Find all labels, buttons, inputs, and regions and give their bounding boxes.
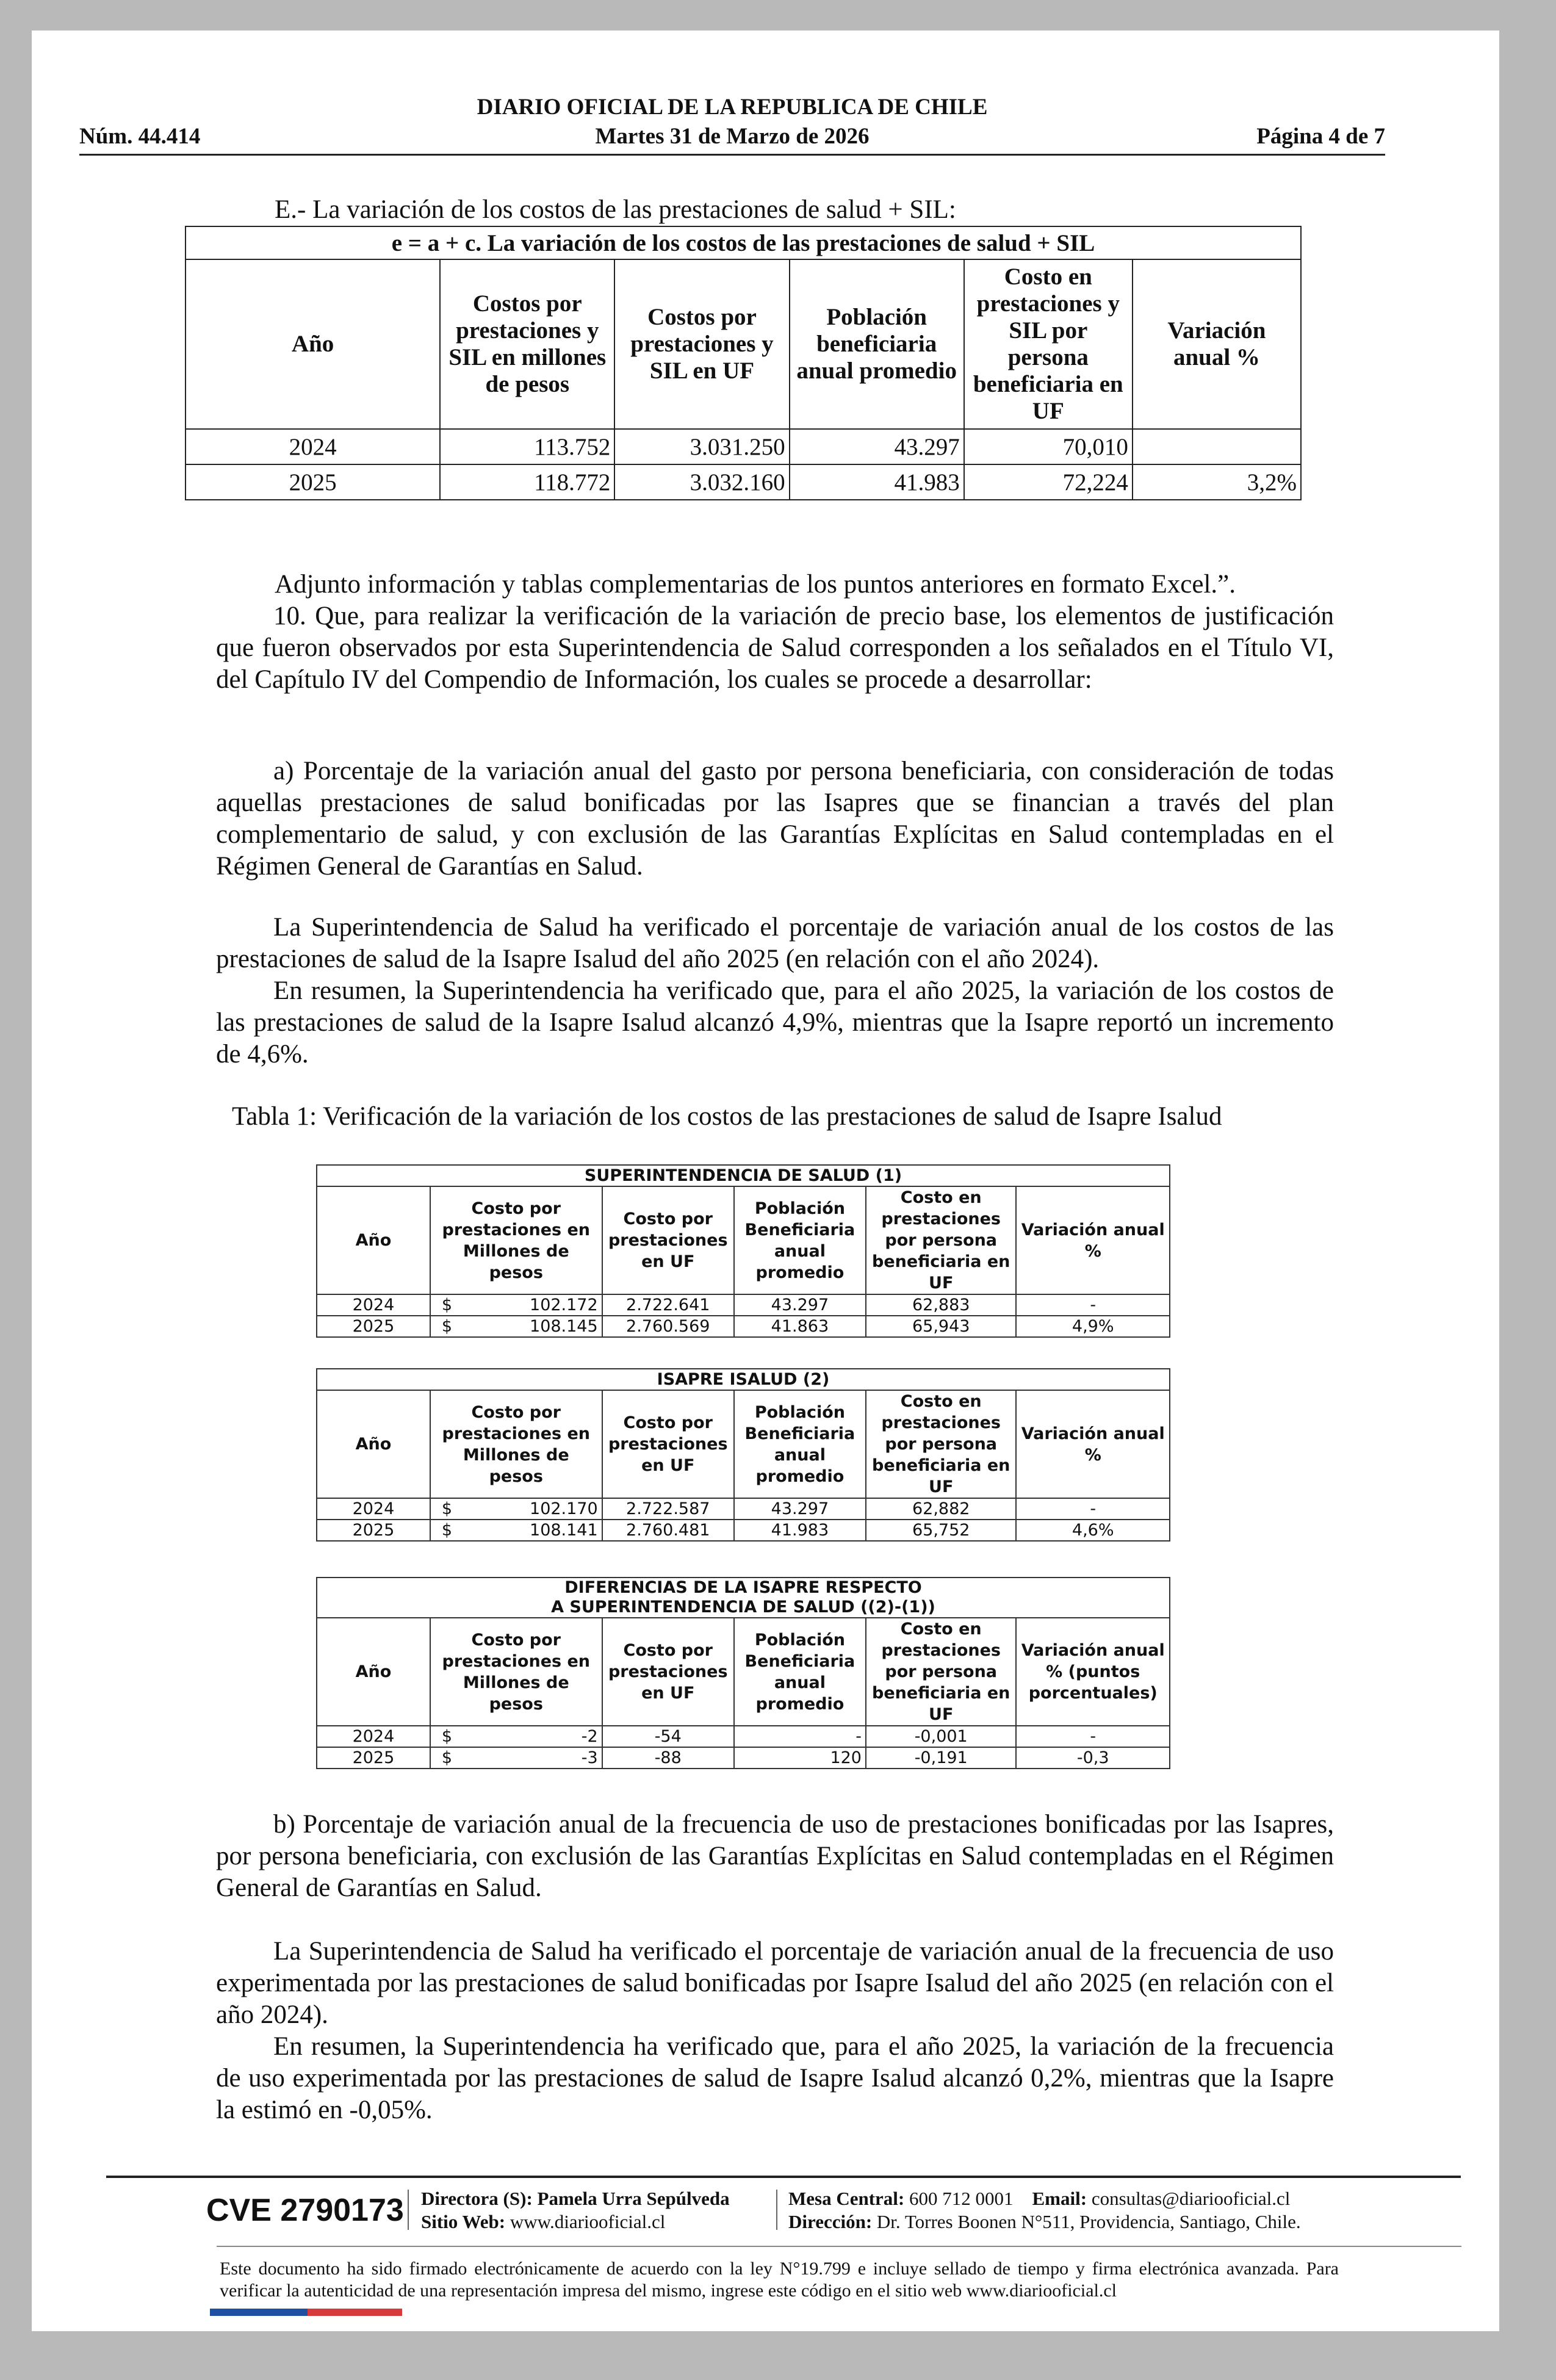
paragraph-a: a) Porcentaje de la variación anual del gasto por persona beneficiaria, con consideración de todas aquellas prestaciones de salud bonificadas por las Isapres que se financian a través del plan complementario de salud, y con exclusión de las Garantías Explícitas en Salud contempladas en el Régimen General de Garantías en Salud.	[216, 757, 1334, 881]
table-row	[317, 1294, 1170, 1316]
cell: 41.863	[734, 1316, 866, 1337]
footer-rule-thin	[217, 2246, 1461, 2247]
col-header: Costo por prestaciones en Millones de pesos	[430, 1618, 602, 1726]
cell	[1133, 429, 1301, 464]
currency-sign: $	[441, 1499, 453, 1518]
cell: 2.760.569	[602, 1316, 734, 1337]
cell: -	[1016, 1726, 1170, 1747]
cell: -	[1016, 1498, 1170, 1520]
cell: 2025	[317, 1747, 430, 1769]
paragraph-b-verified: La Superintendencia de Salud ha verificado el porcentaje de variación anual de la frecuencia de uso experimentada por las prestaciones de salud bonificadas por Isapre Isalud del año 2025 (en relación con el año 2024).	[216, 1937, 1334, 2029]
table-isapre	[316, 1368, 1170, 1542]
col-header: Costo por prestaciones en UF	[602, 1390, 734, 1498]
cell-value: 102.170	[530, 1499, 598, 1518]
table-header-row	[317, 1390, 1170, 1498]
cve-code: CVE 2790173	[206, 2193, 404, 2228]
journal-title: DIARIO OFICIAL DE LA REPUBLICA DE CHILE	[477, 95, 988, 120]
table-header-row	[317, 1186, 1170, 1294]
cell: 2024	[185, 429, 440, 464]
cell	[430, 1498, 602, 1520]
col-header: Costos por prestaciones y SIL en millones de pesos	[440, 259, 614, 429]
directora-label: Directora (S):	[421, 2188, 533, 2209]
table-row	[317, 1520, 1170, 1541]
table-e-costs	[185, 226, 1302, 500]
cell: 3,2%	[1133, 464, 1301, 500]
cell	[430, 1294, 602, 1316]
table-header-row	[185, 259, 1301, 429]
currency-sign: $	[441, 1748, 453, 1767]
cell: 41.983	[734, 1520, 866, 1541]
col-header: Variación anual %	[1133, 259, 1301, 429]
directora-value: Pamela Urra Sepúlveda	[537, 2188, 730, 2209]
cell	[430, 1747, 602, 1769]
col-header: Población Beneficiaria anual promedio	[734, 1618, 866, 1726]
col-header: Población Beneficiaria anual promedio	[734, 1390, 866, 1498]
table-row	[185, 429, 1301, 464]
currency-sign: $	[441, 1296, 453, 1314]
table-row	[317, 1747, 1170, 1769]
paragraph-a-summary: En resumen, la Superintendencia ha verificado que, para el año 2025, la variación de los costos de las prestaciones de salud de la Isapre Isalud alcanzó 4,9%, mientras que la Isapre reportó un incremento de 4,6%.	[216, 976, 1334, 1069]
caption-line: A SUPERINTENDENCIA DE SALUD ((2)-(1))	[551, 1598, 935, 1617]
cell: 62,882	[866, 1498, 1016, 1520]
footer-divider	[776, 2190, 777, 2230]
table-row	[317, 1316, 1170, 1337]
table-diferencias	[316, 1577, 1170, 1769]
cell: 4,6%	[1016, 1520, 1170, 1541]
table-1-title: Tabla 1: Verificación de la variación de los costos de las prestaciones de salud de Isapre Isalud	[232, 1102, 1222, 1131]
cell: 65,752	[866, 1520, 1016, 1541]
cell: 3.032.160	[614, 464, 789, 500]
cell-value: 102.172	[530, 1296, 598, 1314]
col-header: Año	[317, 1186, 430, 1294]
currency-sign: $	[441, 1727, 453, 1746]
cell-value: 108.145	[530, 1317, 598, 1336]
cell: -	[734, 1726, 866, 1747]
footer-signature-note: Este documento ha sido firmado electrónicamente de acuerdo con la ley N°19.799 e incluye sellado de tiempo y firma electrónica avanzada. Para verificar la autenticidad de una representación impresa del mismo, ingrese este código en el sitio web www.diariooficial.cl	[220, 2259, 1339, 2301]
table-row	[317, 1498, 1170, 1520]
cell-value: -3	[581, 1748, 598, 1767]
paragraph-b-summary: En resumen, la Superintendencia ha verificado que, para el año 2025, la variación de la frecuencia de uso experimentada por las prestaciones de salud de Isapre Isalud alcanzó 0,2%, mientras que la Isapre la estimó en -0,05%.	[216, 2032, 1334, 2124]
col-header: Año	[185, 259, 440, 429]
cell-value: -2	[581, 1727, 598, 1746]
direccion-value: Dr. Torres Boonen N°511, Providencia, Santiago, Chile.	[876, 2211, 1301, 2232]
col-header: Costo por prestaciones en Millones de pesos	[430, 1186, 602, 1294]
sitio-line	[421, 2210, 730, 2234]
cell: 65,943	[866, 1316, 1016, 1337]
paragraph-b: b) Porcentaje de variación anual de la frecuencia de uso de prestaciones bonificadas por las Isapres, por persona beneficiaria, con exclusión de las Garantías Explícitas en Salud contempladas en el Régimen General de Garantías en Salud.	[216, 1810, 1334, 1902]
currency-sign: $	[441, 1521, 453, 1540]
col-header: Variación anual % (puntos porcentuales)	[1016, 1618, 1170, 1726]
cell: 2.760.481	[602, 1520, 734, 1541]
cell	[430, 1520, 602, 1541]
section-e-heading: E.- La variación de los costos de las prestaciones de salud + SIL:	[275, 195, 956, 224]
cell: -0,191	[866, 1747, 1016, 1769]
currency-sign: $	[441, 1317, 453, 1336]
cell: -88	[602, 1747, 734, 1769]
col-header: Costo en prestaciones por persona beneficiaria en UF	[866, 1186, 1016, 1294]
flag-stripe-blue	[210, 2309, 308, 2316]
cell: 72,224	[964, 464, 1133, 500]
table-caption: e = a + c. La variación de los costos de las prestaciones de salud + SIL	[185, 226, 1301, 259]
col-header: Costo en prestaciones por persona beneficiaria en UF	[866, 1390, 1016, 1498]
cell: 43.297	[734, 1498, 866, 1520]
cell: 62,883	[866, 1294, 1016, 1316]
col-header: Población Beneficiaria anual promedio	[734, 1186, 866, 1294]
cell: 113.752	[440, 429, 614, 464]
table-row	[185, 464, 1301, 500]
cell: 2024	[317, 1498, 430, 1520]
col-header: Año	[317, 1618, 430, 1726]
address-line	[788, 2210, 1301, 2234]
cell: 43.297	[790, 429, 964, 464]
flag-stripe-red	[308, 2309, 402, 2316]
header-rule	[79, 154, 1385, 156]
col-header: Costo por prestaciones en UF	[602, 1186, 734, 1294]
direccion-label: Dirección:	[788, 2211, 873, 2232]
cell: -54	[602, 1726, 734, 1747]
cell: 2025	[317, 1316, 430, 1337]
cell: 43.297	[734, 1294, 866, 1316]
table-header-row	[317, 1618, 1170, 1726]
page-number: Página 4 de 7	[1256, 124, 1385, 149]
cell: 4,9%	[1016, 1316, 1170, 1337]
paragraph-a-verified: La Superintendencia de Salud ha verificado el porcentaje de variación anual de los costos de las prestaciones de salud de la Isapre Isalud del año 2025 (en relación con el año 2024).	[216, 913, 1334, 973]
cell: 2024	[317, 1726, 430, 1747]
col-header: Costo por prestaciones en UF	[602, 1618, 734, 1726]
cell: 120	[734, 1747, 866, 1769]
cell: 2024	[317, 1294, 430, 1316]
col-header: Costos por prestaciones y SIL en UF	[614, 259, 789, 429]
table-row	[317, 1726, 1170, 1747]
cell: 70,010	[964, 429, 1133, 464]
cell	[430, 1726, 602, 1747]
footer-contact	[788, 2187, 1301, 2234]
cell: -0,3	[1016, 1747, 1170, 1769]
table-caption: SUPERINTENDENCIA DE SALUD (1)	[317, 1165, 1170, 1186]
footer-rule	[106, 2176, 1461, 2178]
cell: 2.722.641	[602, 1294, 734, 1316]
cell: -0,001	[866, 1726, 1016, 1747]
footer-divider	[408, 2190, 409, 2230]
cell: 41.983	[790, 464, 964, 500]
issue-number: Núm. 44.414	[79, 124, 201, 149]
contact-line	[788, 2187, 1301, 2210]
cell: 118.772	[440, 464, 614, 500]
directora-line	[421, 2187, 730, 2210]
col-header: Variación anual %	[1016, 1186, 1170, 1294]
col-header: Costo por prestaciones en Millones de pesos	[430, 1390, 602, 1498]
paragraph-10: 10. Que, para realizar la verificación de la variación de precio base, los elementos de justificación que fueron observados por esta Superintendencia de Salud corresponden a los señalados en el Título VI, del Capítulo IV del Compendio de Información, los cuales se procede a desarrollar:	[216, 602, 1334, 694]
page-header	[79, 63, 1385, 155]
caption-line: DIFERENCIAS DE LA ISAPRE RESPECTO	[564, 1578, 922, 1597]
mesa-value: 600 712 0001	[909, 2188, 1014, 2209]
table-superintendencia	[316, 1164, 1170, 1338]
table-caption	[317, 1578, 1170, 1618]
table-caption: ISAPRE ISALUD (2)	[317, 1369, 1170, 1390]
col-header: Población beneficiaria anual promedio	[790, 259, 964, 429]
mesa-label: Mesa Central:	[788, 2188, 905, 2209]
col-header: Variación anual %	[1016, 1390, 1170, 1498]
footer-directora	[421, 2187, 730, 2234]
sitio-link[interactable]: www.diariooficial.cl	[510, 2211, 666, 2232]
email-link[interactable]: consultas@diariooficial.cl	[1091, 2188, 1291, 2209]
col-header: Costo en prestaciones y SIL por persona beneficiaria en UF	[964, 259, 1133, 429]
attachment-note: Adjunto información y tablas complementarias de los puntos anteriores en formato Excel.”.	[275, 570, 1236, 599]
issue-date: Martes 31 de Marzo de 2026	[595, 124, 870, 149]
cell: 2.722.587	[602, 1498, 734, 1520]
cell: 3.031.250	[614, 429, 789, 464]
col-header: Costo en prestaciones por persona beneficiaria en UF	[866, 1618, 1016, 1726]
cell: 2025	[317, 1520, 430, 1541]
col-header: Año	[317, 1390, 430, 1498]
cell: 2025	[185, 464, 440, 500]
sitio-label: Sitio Web:	[421, 2211, 506, 2232]
email-label: Email:	[1032, 2188, 1087, 2209]
cell: -	[1016, 1294, 1170, 1316]
cell	[430, 1316, 602, 1337]
cell-value: 108.141	[530, 1521, 598, 1540]
